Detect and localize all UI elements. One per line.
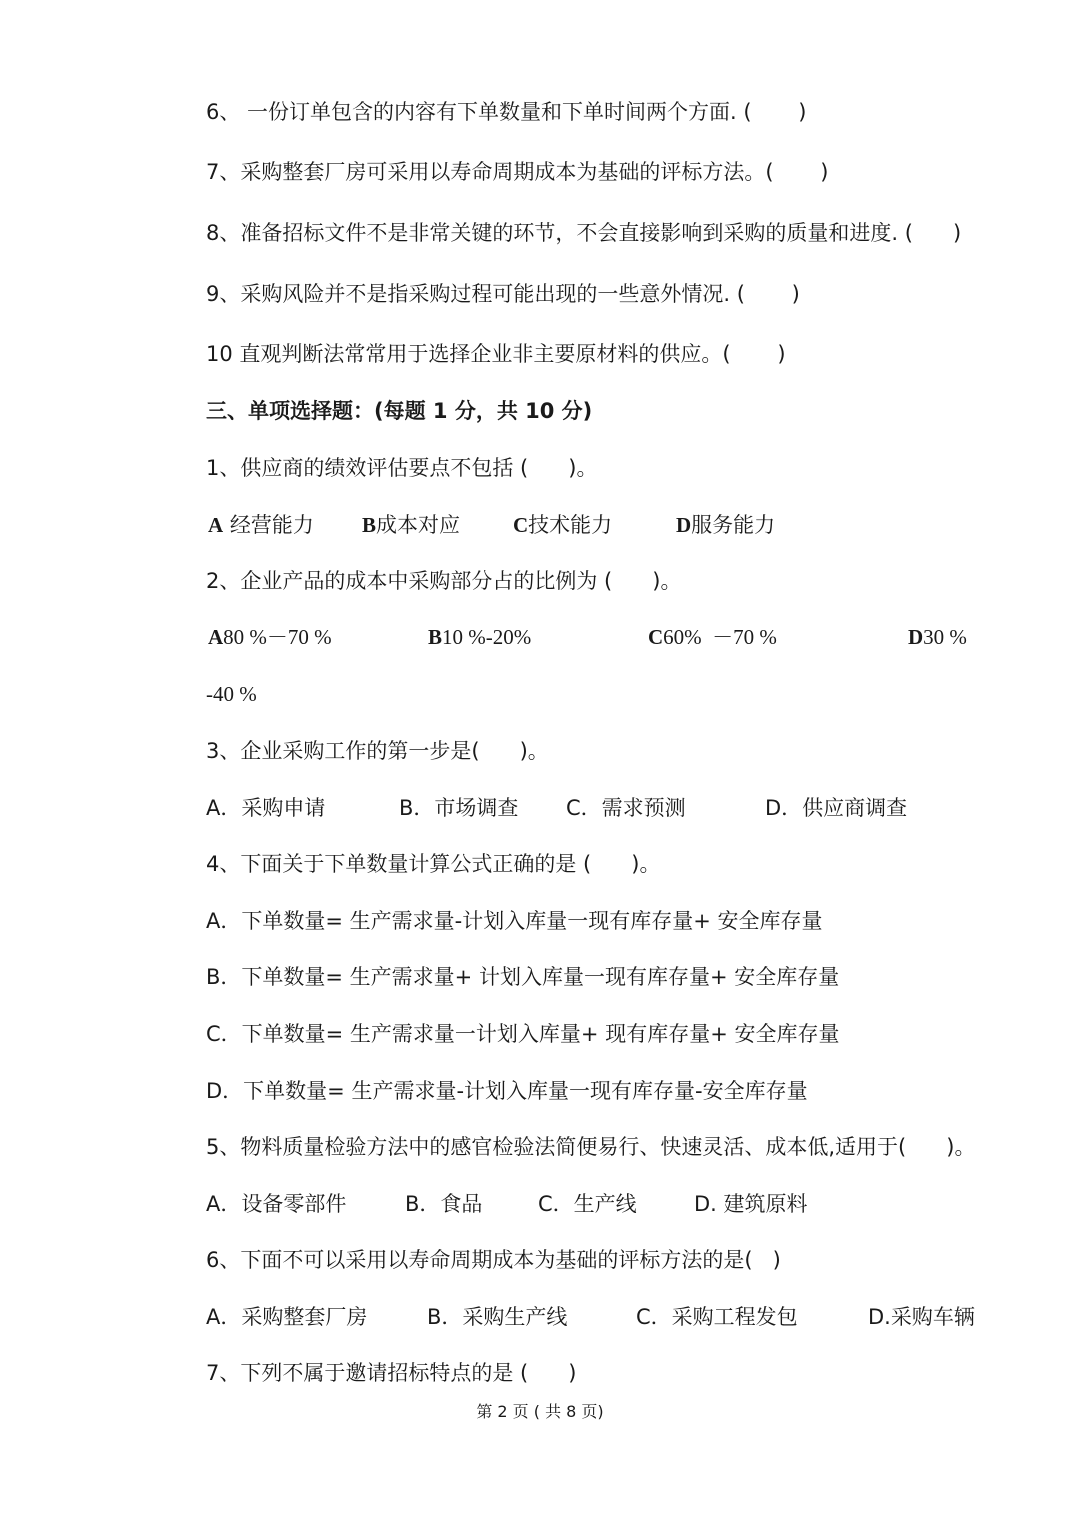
judgement-item-6: 6、 一份订单包含的内容有下单数量和下单时间两个方面. ( ) (206, 100, 807, 124)
option-letter: D (908, 625, 924, 649)
option-text: 经营能力 (223, 513, 314, 537)
question-2-option-a (208, 622, 332, 652)
page-number-footer: 第 2 页 ( 共 8 页) (476, 1402, 604, 1421)
question-2-option-b (428, 622, 531, 652)
option-text: 技术能力 (528, 513, 613, 537)
question-1-option-a (208, 510, 314, 540)
question-4-option-a: A．下单数量= 生产需求量-计划入库量一现有库存量+ 安全库存量 (206, 909, 823, 933)
question-6-stem: 6、下面不可以采用以寿命周期成本为基础的评标方法的是( ) (206, 1248, 781, 1272)
question-6-option-b: B．采购生产线 (427, 1305, 568, 1329)
question-5-option-b: B．食品 (405, 1192, 483, 1216)
option-letter: A (208, 513, 224, 537)
question-2-option-c (648, 622, 777, 652)
question-1-option-d (676, 510, 775, 540)
question-4-option-d: D．下单数量= 生产需求量-计划入库量一现有库存量-安全库存量 (206, 1079, 808, 1103)
question-4-stem: 4、下面关于下单数量计算公式正确的是 ( )。 (206, 852, 661, 876)
question-6-option-a: A．采购整套厂房 (206, 1305, 368, 1329)
judgement-item-8: 8、准备招标文件不是非常关键的环节，不会直接影响到采购的质量和进度. ( ) (206, 221, 962, 245)
option-letter: B (428, 625, 443, 649)
question-5-option-d: D. 建筑原料 (694, 1192, 808, 1216)
question-2-option-d (908, 622, 967, 652)
question-1-option-b (362, 510, 460, 540)
question-5-option-c: C．生产线 (538, 1192, 637, 1216)
question-6-option-c: C．采购工程发包 (636, 1305, 798, 1329)
question-3-option-c: C．需求预测 (566, 796, 686, 820)
question-6-option-d: D.采购车辆 (868, 1305, 975, 1329)
option-letter: C (513, 513, 529, 537)
section-heading: 三、单项选择题：(每题 1 分，共 10 分) (206, 399, 593, 423)
judgement-item-10: 10 直观判断法常常用于选择企业非主要原材料的供应。( ) (206, 342, 786, 366)
option-text: 10 %-20% (442, 625, 532, 649)
option-letter: A (208, 625, 224, 649)
option-letter: D (676, 513, 692, 537)
question-2-option-d-continued: -40 % (206, 682, 257, 706)
question-3-option-d: D．供应商调查 (765, 796, 908, 820)
judgement-item-9: 9、采购风险并不是指采购过程可能出现的一些意外情况. ( ) (206, 282, 800, 306)
question-3-option-b: B．市场调查 (399, 796, 519, 820)
question-4-option-b: B．下单数量= 生产需求量+ 计划入库量一现有库存量+ 安全库存量 (206, 965, 840, 989)
judgement-item-7: 7、采购整套厂房可采用以寿命周期成本为基础的评标方法。( ) (206, 160, 829, 184)
option-text: 80 %－70 % (223, 625, 332, 649)
question-2-stem: 2、企业产品的成本中采购部分占的比例为 ( )。 (206, 569, 682, 593)
option-letter: B (362, 513, 377, 537)
question-1-stem: 1、供应商的绩效评估要点不包括 ( )。 (206, 456, 598, 480)
question-3-stem: 3、企业采购工作的第一步是( )。 (206, 739, 549, 763)
option-text: 60% －70 % (663, 625, 777, 649)
question-3-option-a: A．采购申请 (206, 796, 326, 820)
question-4-option-c: C．下单数量= 生产需求量一计划入库量+ 现有库存量+ 安全库存量 (206, 1022, 840, 1046)
option-text: 服务能力 (691, 513, 776, 537)
question-5-option-a: A．设备零部件 (206, 1192, 347, 1216)
question-7-stem: 7、下列不属于邀请招标特点的是 ( ) (206, 1361, 577, 1385)
option-letter: C (648, 625, 664, 649)
option-text: 30 % (923, 625, 967, 649)
question-5-stem: 5、物料质量检验方法中的感官检验法简便易行、快速灵活、成本低,适用于( )。 (206, 1135, 976, 1159)
option-text: 成本对应 (376, 513, 461, 537)
question-1-option-c (513, 510, 612, 540)
